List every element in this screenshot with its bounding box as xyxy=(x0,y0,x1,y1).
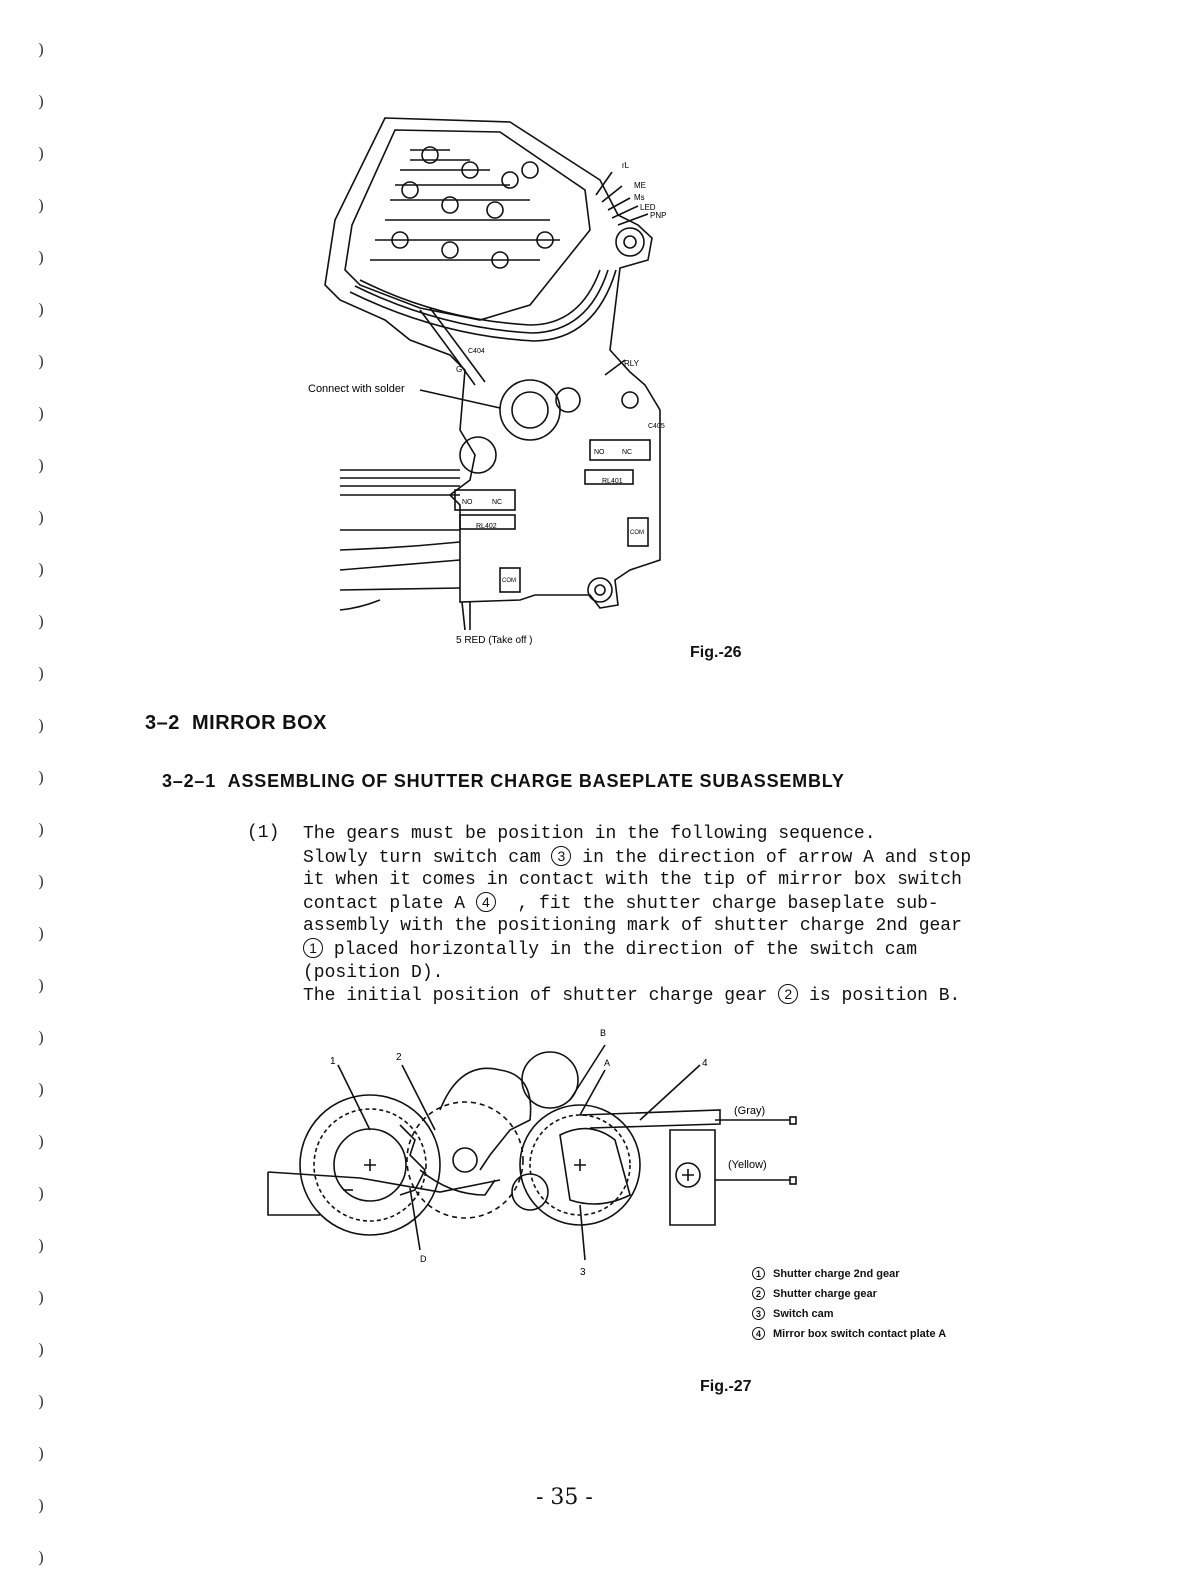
circled-number: 3 xyxy=(551,846,571,866)
instruction-line: in the direction of arrow A and stop xyxy=(582,847,972,868)
instruction-line: , fit the shutter charge baseplate sub- xyxy=(517,893,939,914)
subsection-title: ASSEMBLING OF SHUTTER CHARGE BASEPLATE SUBASSEMBLY xyxy=(227,771,845,791)
binder-mark: ) xyxy=(38,1184,45,1203)
instruction-line: contact plate A xyxy=(303,893,466,914)
circled-number: 1 xyxy=(303,938,323,958)
circled-number: 4 xyxy=(476,892,496,912)
label-pnp: PNP xyxy=(650,211,667,220)
binder-mark: ) xyxy=(38,144,45,163)
binder-mark: ) xyxy=(38,1236,45,1255)
binder-mark: ) xyxy=(38,1444,45,1463)
binder-mark: ) xyxy=(38,976,45,995)
label-take-off: 5 RED (Take off ) xyxy=(456,635,533,646)
label-rl401: RL401 xyxy=(602,478,623,485)
instruction-line: placed horizontally in the direction of the switch cam xyxy=(333,939,918,960)
label-led: LED xyxy=(640,203,656,212)
label-c404: C404 xyxy=(468,348,485,355)
instruction-line: Slowly turn switch cam xyxy=(303,847,541,868)
label-nc-1: NC xyxy=(622,449,633,456)
fig27-label-gray: (Gray) xyxy=(734,1105,766,1117)
legend-item: 1 Shutter charge 2nd gear xyxy=(752,1264,946,1284)
instruction-line: assembly with the positioning mark of shutter charge 2nd gear xyxy=(303,916,962,937)
subsection-heading xyxy=(162,771,845,792)
binder-mark: ) xyxy=(38,196,45,215)
label-g: G xyxy=(456,365,463,374)
fig27-label-1: 1 xyxy=(330,1056,336,1067)
label-no-1: NO xyxy=(594,449,605,456)
binder-mark: ) xyxy=(38,1392,45,1411)
label-nc-2: NC xyxy=(492,499,503,506)
fig27-label-4: 4 xyxy=(702,1058,708,1069)
binder-mark: ) xyxy=(38,1496,45,1515)
binder-mark: ) xyxy=(38,612,45,631)
section-heading xyxy=(145,712,327,735)
label-me: ME xyxy=(634,181,646,190)
instruction-line: The gears must be position in the following sequence. xyxy=(303,824,876,844)
binder-mark: ) xyxy=(38,1028,45,1047)
circled-number: 2 xyxy=(778,984,798,1004)
binder-mark: ) xyxy=(38,1132,45,1151)
fig27-label-d: D xyxy=(420,1254,427,1264)
fig27-legend xyxy=(752,1264,946,1344)
binder-mark: ) xyxy=(38,456,45,475)
label-connect-with-solder: Connect with solder xyxy=(308,383,405,395)
binder-mark: ) xyxy=(38,92,45,111)
binder-mark: ) xyxy=(38,872,45,891)
subsection-number: 3–2–1 xyxy=(162,771,217,791)
label-rl402: RL402 xyxy=(476,523,497,530)
fig27-label-a: A xyxy=(604,1058,611,1068)
legend-item: 4 Mirror box switch contact plate A xyxy=(752,1324,946,1344)
label-com-2: COM xyxy=(502,578,516,584)
label-no-2: NO xyxy=(462,499,473,506)
binder-mark: ) xyxy=(38,300,45,319)
binder-mark: ) xyxy=(38,924,45,943)
binder-mark: ) xyxy=(38,1080,45,1099)
fig27-caption: Fig.-27 xyxy=(700,1378,752,1395)
label-c405: C405 xyxy=(648,423,665,430)
binder-mark: ) xyxy=(38,40,45,59)
fig26-caption: Fig.-26 xyxy=(690,644,742,661)
binder-mark: ) xyxy=(38,664,45,683)
step-instructions xyxy=(303,823,1043,1008)
binder-mark: ) xyxy=(38,820,45,839)
legend-item: 3 Switch cam xyxy=(752,1304,946,1324)
instruction-line: (position D). xyxy=(303,962,444,983)
legend-item: 2 Shutter charge gear xyxy=(752,1284,946,1304)
fig27-gear-diagram xyxy=(260,1020,820,1280)
fig27-label-b: B xyxy=(600,1028,607,1038)
binder-mark: ) xyxy=(38,1340,45,1359)
binder-mark: ) xyxy=(38,716,45,735)
binder-mark: ) xyxy=(38,352,45,371)
binder-mark: ) xyxy=(38,404,45,423)
label-rl: rL xyxy=(622,161,630,170)
fig27-label-2: 2 xyxy=(396,1052,402,1063)
page-number: - 35 - xyxy=(536,1485,593,1510)
binder-mark: ) xyxy=(38,560,45,579)
instruction-line: is position B. xyxy=(809,986,961,1007)
section-number: 3–2 xyxy=(145,712,180,734)
instruction-line: The initial position of shutter charge gear xyxy=(303,986,768,1007)
label-rly: RLY xyxy=(624,359,639,368)
binder-mark: ) xyxy=(38,1288,45,1307)
instruction-line: it when it comes in contact with the tip of mirror box switch xyxy=(303,870,962,891)
binder-mark: ) xyxy=(38,248,45,267)
binder-mark: ) xyxy=(38,508,45,527)
fig27-label-3: 3 xyxy=(580,1267,586,1278)
step-number: (1) xyxy=(247,823,280,843)
section-title: MIRROR BOX xyxy=(192,712,327,734)
fig26-pcb-diagram xyxy=(300,110,720,660)
binder-mark: ) xyxy=(38,1548,45,1567)
binder-mark: ) xyxy=(38,768,45,787)
fig27-label-yellow: (Yellow) xyxy=(728,1159,767,1171)
label-ms: Ms xyxy=(634,193,645,202)
label-com-1: COM xyxy=(630,530,644,536)
